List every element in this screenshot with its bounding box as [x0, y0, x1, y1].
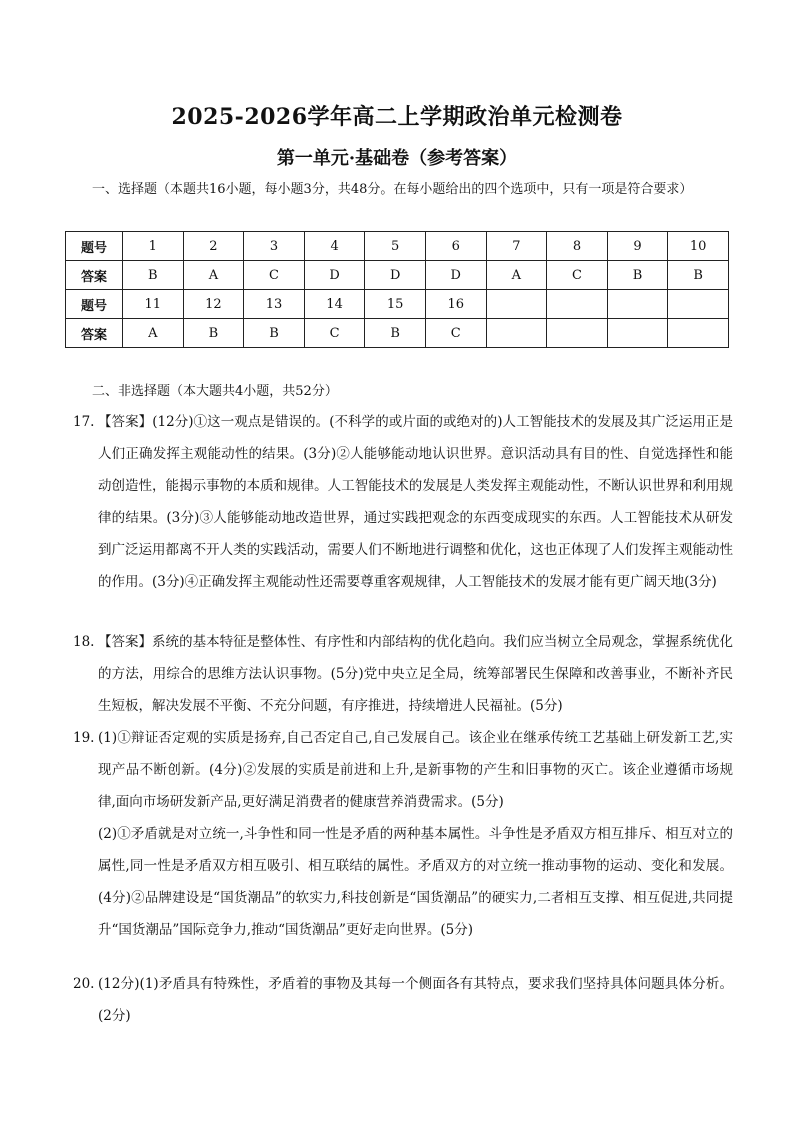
document-title: 2025-2026学年高二上学期政治单元检测卷: [171, 104, 623, 130]
table-cell: 6: [425, 232, 486, 261]
question-number: 18.: [73, 634, 95, 650]
table-cell: [547, 319, 608, 348]
question-17: [73, 406, 733, 598]
table-cell: 2: [183, 232, 244, 261]
table-cell: 11: [123, 290, 184, 319]
section-1-heading: 一、选择题（本题共16小题，每小题3分，共48分。在每小题给出的四个选项中，只有一项是符合要求）: [92, 182, 693, 197]
section-2-heading: 二、非选择题（本大题共4小题，共52分）: [92, 384, 338, 399]
row-label: 答案: [66, 261, 123, 290]
table-cell: 10: [668, 232, 729, 261]
question-answer-text: 【答案】(12分)①这一观点是错误的。(不科学的或片面的或绝对的)人工智能技术的发展及其广泛运用正是人们正确发挥主观能动性的结果。(3分)②人能够能动地认识世界。意识活动具有目的性、自觉选择性和能动创造性，能揭示事物的本质和规律。人工智能技术的发展是人类发挥主观能动性，不断认识世界和利用规律的结果。(3分)③人能够能动地改造世界，通过实践把观念的东西变成现实的东西。人工智能技术从研发到广泛运用都离不开人类的实践活动，需要人们不断地进行调整和优化，这也正体现了人们发挥主观能动性的作用。(3分)④正确发挥主观能动性还需要尊重客观规律，人工智能技术的发展才能有更广阔天地(3分): [98, 414, 733, 590]
table-cell: 5: [365, 232, 426, 261]
table-cell: [607, 319, 668, 348]
table-cell: C: [425, 319, 486, 348]
question-answer-text: 【答案】系统的基本特征是整体性、有序性和内部结构的优化趋向。我们应当树立全局观念，掌握系统优化的方法，用综合的思维方法认识事物。(5分)党中央立足全局，统筹部署民生保障和改善事业，不断补齐民生短板，解决发展不平衡、不充分问题，有序推进，持续增进人民福祉。(5分): [98, 634, 733, 714]
table-cell: B: [123, 261, 184, 290]
table-cell: A: [183, 261, 244, 290]
table-cell: 12: [183, 290, 244, 319]
question-part-1: (1)①辩证否定观的实质是扬弃,自己否定自己,自己发展自己。该企业在继承传统工艺基础上研发新工艺,实现产品不断创新。(4分)②发展的实质是前进和上升,是新事物的产生和旧事物的灭亡。该企业遵循市场规律,面向市场研发新产品,更好满足消费者的健康营养消费需求。(5分): [98, 730, 733, 810]
question-part-2: (2)①矛盾就是对立统一,斗争性和同一性是矛盾的两种基本属性。斗争性是矛盾双方相互排斥、相互对立的属性,同一性是矛盾双方相互吸引、相互联结的属性。矛盾双方的对立统一推动事物的运动、变化和发展。(4分)②品牌建设是“国货潮品”的软实力,科技创新是“国货潮品”的硬实力,二者相互支撑、相互促进,共同提升“国货潮品”国际竞争力,推动“国货潮品”更好走向世界。(5分): [98, 826, 733, 938]
table-cell: B: [244, 319, 305, 348]
question-number: 17.: [73, 414, 95, 430]
table-cell: 4: [304, 232, 365, 261]
table-cell: A: [123, 319, 184, 348]
row-label: 题号: [66, 290, 123, 319]
table-cell: C: [304, 319, 365, 348]
table-cell: D: [425, 261, 486, 290]
answer-table: [65, 231, 729, 348]
table-cell: C: [547, 261, 608, 290]
table-cell: [607, 290, 668, 319]
document-subtitle: 第一单元·基础卷（参考答案）: [276, 148, 518, 169]
question-20: [73, 968, 733, 1032]
table-cell: D: [304, 261, 365, 290]
question-18: [73, 626, 733, 722]
table-cell: A: [486, 261, 547, 290]
table-cell: 16: [425, 290, 486, 319]
question-number: 19.: [73, 730, 95, 746]
table-cell: D: [365, 261, 426, 290]
table-cell: 14: [304, 290, 365, 319]
table-cell: 13: [244, 290, 305, 319]
table-cell: 1: [123, 232, 184, 261]
question-19: [73, 722, 733, 946]
table-cell: B: [668, 261, 729, 290]
table-cell: B: [183, 319, 244, 348]
table-cell: [486, 319, 547, 348]
table-cell: 8: [547, 232, 608, 261]
table-row: [66, 319, 729, 348]
table-cell: [668, 319, 729, 348]
question-number: 20.: [73, 976, 95, 992]
row-label: 答案: [66, 319, 123, 348]
table-cell: B: [607, 261, 668, 290]
table-row: [66, 232, 729, 261]
table-cell: [486, 290, 547, 319]
table-cell: 7: [486, 232, 547, 261]
question-answer-text: (12分)(1)矛盾具有特殊性，矛盾着的事物及其每一个侧面各有其特点，要求我们坚持具体问题具体分析。(2分): [98, 976, 733, 1024]
table-cell: C: [244, 261, 305, 290]
table-cell: 3: [244, 232, 305, 261]
table-row: [66, 261, 729, 290]
table-cell: [547, 290, 608, 319]
row-label: 题号: [66, 232, 123, 261]
table-cell: 9: [607, 232, 668, 261]
table-row: [66, 290, 729, 319]
table-cell: B: [365, 319, 426, 348]
table-cell: 15: [365, 290, 426, 319]
table-cell: [668, 290, 729, 319]
